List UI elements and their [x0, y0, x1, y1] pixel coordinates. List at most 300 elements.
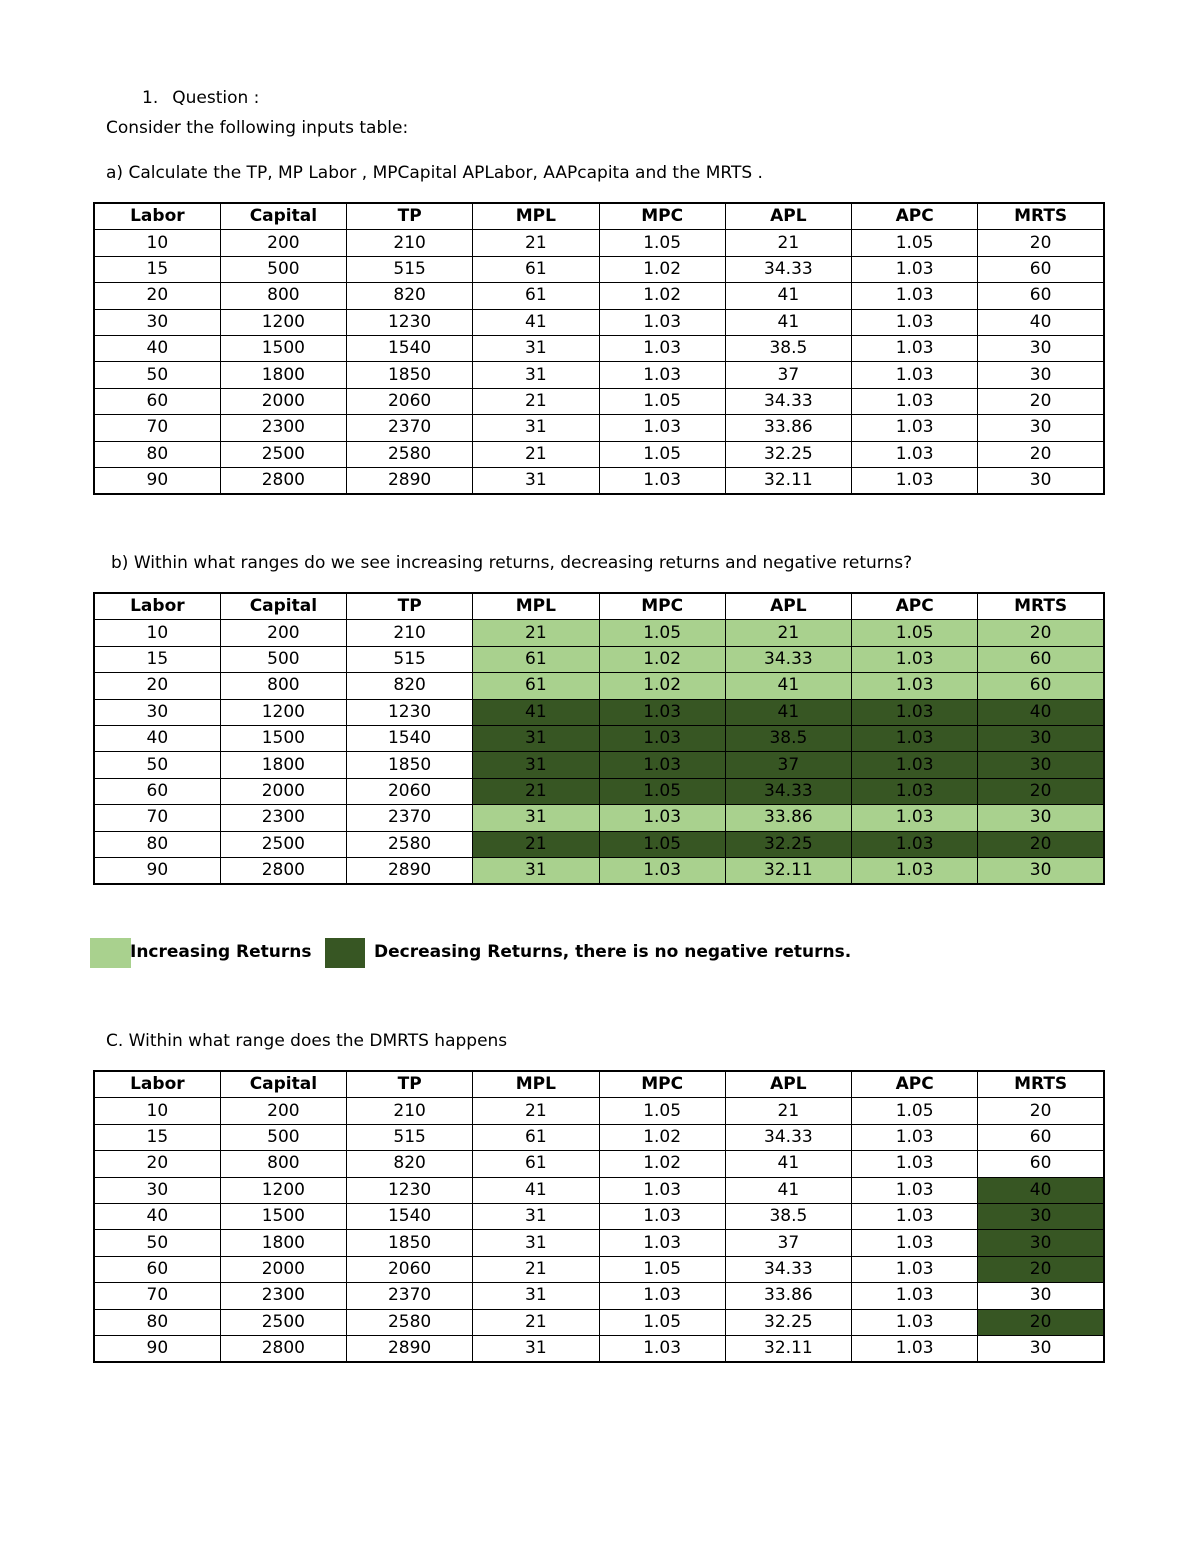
cell-tp: 2580	[347, 1309, 473, 1335]
cell-labor: 10	[94, 620, 220, 646]
cell-mpl: 31	[473, 1230, 599, 1256]
cell-labor: 80	[94, 441, 220, 467]
column-header-apl: APL	[725, 593, 851, 620]
cell-labor: 20	[94, 283, 220, 309]
cell-mrts: 30	[978, 335, 1104, 361]
cell-tp: 820	[347, 283, 473, 309]
column-header-mpl: MPL	[473, 1071, 599, 1098]
table-row	[94, 699, 1104, 725]
cell-labor: 30	[94, 309, 220, 335]
cell-mpc: 1.02	[599, 673, 725, 699]
table-b	[93, 592, 1105, 885]
cell-apl: 33.86	[725, 415, 851, 441]
cell-capital: 1200	[220, 1177, 346, 1203]
cell-mrts: 30	[978, 1335, 1104, 1362]
cell-mpc: 1.05	[599, 230, 725, 256]
cell-mpc: 1.02	[599, 1124, 725, 1150]
cell-mpc: 1.05	[599, 1098, 725, 1124]
table-row	[94, 1098, 1104, 1124]
cell-capital: 200	[220, 620, 346, 646]
cell-mpl: 41	[473, 699, 599, 725]
cell-mpc: 1.03	[599, 752, 725, 778]
table-row	[94, 230, 1104, 256]
question-title: Question :	[172, 88, 260, 108]
cell-apc: 1.05	[852, 620, 978, 646]
cell-mrts: 60	[978, 673, 1104, 699]
cell-labor: 30	[94, 1177, 220, 1203]
cell-capital: 2800	[220, 467, 346, 494]
question-heading	[142, 88, 273, 108]
cell-labor: 20	[94, 1151, 220, 1177]
cell-apc: 1.03	[852, 673, 978, 699]
column-header-mpl: MPL	[473, 203, 599, 230]
column-header-apl: APL	[725, 203, 851, 230]
cell-mrts: 30	[978, 1230, 1104, 1256]
column-header-mrts: MRTS	[978, 203, 1104, 230]
cell-capital: 1200	[220, 309, 346, 335]
table-header-row	[94, 1071, 1104, 1098]
cell-apc: 1.03	[852, 699, 978, 725]
cell-apc: 1.03	[852, 1203, 978, 1229]
cell-mpc: 1.03	[599, 725, 725, 751]
table-row	[94, 256, 1104, 282]
cell-mpc: 1.03	[599, 1335, 725, 1362]
cell-mpc: 1.03	[599, 415, 725, 441]
cell-labor: 80	[94, 831, 220, 857]
cell-apl: 33.86	[725, 1283, 851, 1309]
cell-tp: 1850	[347, 1230, 473, 1256]
cell-capital: 200	[220, 230, 346, 256]
table-header-row	[94, 593, 1104, 620]
cell-mrts: 40	[978, 1177, 1104, 1203]
cell-capital: 500	[220, 646, 346, 672]
cell-capital: 2000	[220, 388, 346, 414]
table-a	[93, 202, 1105, 495]
cell-labor: 90	[94, 1335, 220, 1362]
cell-mpc: 1.03	[599, 335, 725, 361]
cell-tp: 2580	[347, 831, 473, 857]
cell-mpc: 1.05	[599, 620, 725, 646]
column-header-mpc: MPC	[599, 593, 725, 620]
cell-apc: 1.03	[852, 467, 978, 494]
table-row	[94, 467, 1104, 494]
legend-decreasing-label: Decreasing Returns, there is no negative returns.	[374, 942, 852, 962]
cell-mpc: 1.02	[599, 646, 725, 672]
column-header-apc: APC	[852, 1071, 978, 1098]
cell-tp: 1230	[347, 309, 473, 335]
cell-apc: 1.03	[852, 415, 978, 441]
cell-apc: 1.03	[852, 1177, 978, 1203]
cell-apc: 1.03	[852, 1335, 978, 1362]
cell-apl: 32.25	[725, 831, 851, 857]
cell-mpl: 61	[473, 1151, 599, 1177]
cell-apl: 41	[725, 309, 851, 335]
cell-mpl: 21	[473, 1256, 599, 1282]
cell-apl: 34.33	[725, 646, 851, 672]
cell-mpc: 1.03	[599, 805, 725, 831]
column-header-capital: Capital	[220, 203, 346, 230]
cell-mrts: 60	[978, 256, 1104, 282]
cell-mrts: 30	[978, 1203, 1104, 1229]
cell-labor: 50	[94, 752, 220, 778]
part-a-text: a) Calculate the TP, MP Labor , MPCapital APLabor, AAPcapita and the MRTS .	[106, 163, 763, 183]
cell-apc: 1.03	[852, 831, 978, 857]
cell-tp: 2890	[347, 1335, 473, 1362]
cell-labor: 70	[94, 805, 220, 831]
cell-apl: 32.25	[725, 441, 851, 467]
column-header-labor: Labor	[94, 593, 220, 620]
cell-mrts: 20	[978, 831, 1104, 857]
cell-capital: 2000	[220, 778, 346, 804]
column-header-capital: Capital	[220, 593, 346, 620]
cell-apl: 41	[725, 673, 851, 699]
cell-apl: 34.33	[725, 1256, 851, 1282]
cell-capital: 1200	[220, 699, 346, 725]
cell-capital: 200	[220, 1098, 346, 1124]
cell-apc: 1.03	[852, 441, 978, 467]
column-header-apc: APC	[852, 203, 978, 230]
cell-mpl: 61	[473, 646, 599, 672]
cell-mrts: 60	[978, 283, 1104, 309]
cell-mpc: 1.03	[599, 1230, 725, 1256]
cell-labor: 70	[94, 1283, 220, 1309]
cell-mrts: 20	[978, 1098, 1104, 1124]
cell-mpc: 1.03	[599, 309, 725, 335]
cell-apl: 21	[725, 1098, 851, 1124]
cell-labor: 90	[94, 467, 220, 494]
cell-labor: 50	[94, 362, 220, 388]
cell-mpc: 1.03	[599, 362, 725, 388]
column-header-tp: TP	[347, 593, 473, 620]
table-row	[94, 309, 1104, 335]
cell-mpl: 31	[473, 1335, 599, 1362]
cell-tp: 2060	[347, 778, 473, 804]
table-row	[94, 1124, 1104, 1150]
cell-mpl: 61	[473, 256, 599, 282]
cell-mpl: 31	[473, 467, 599, 494]
cell-apc: 1.03	[852, 309, 978, 335]
cell-mrts: 30	[978, 362, 1104, 388]
cell-mpc: 1.05	[599, 1309, 725, 1335]
cell-tp: 1230	[347, 699, 473, 725]
table-c	[93, 1070, 1105, 1363]
table-row	[94, 1256, 1104, 1282]
column-header-mpc: MPC	[599, 203, 725, 230]
legend-decreasing-swatch	[325, 938, 365, 968]
table-row	[94, 857, 1104, 884]
column-header-mrts: MRTS	[978, 1071, 1104, 1098]
cell-apl: 32.25	[725, 1309, 851, 1335]
cell-labor: 30	[94, 699, 220, 725]
cell-mrts: 30	[978, 415, 1104, 441]
cell-mpc: 1.05	[599, 441, 725, 467]
cell-capital: 1800	[220, 752, 346, 778]
cell-mpl: 41	[473, 309, 599, 335]
cell-mrts: 20	[978, 778, 1104, 804]
column-header-apl: APL	[725, 1071, 851, 1098]
cell-tp: 2060	[347, 1256, 473, 1282]
cell-mpl: 31	[473, 725, 599, 751]
table-row	[94, 725, 1104, 751]
table-row	[94, 778, 1104, 804]
cell-apc: 1.03	[852, 1124, 978, 1150]
cell-tp: 1850	[347, 752, 473, 778]
cell-labor: 40	[94, 1203, 220, 1229]
cell-apc: 1.03	[852, 1151, 978, 1177]
cell-capital: 1800	[220, 1230, 346, 1256]
cell-apl: 21	[725, 620, 851, 646]
cell-mrts: 20	[978, 388, 1104, 414]
cell-tp: 515	[347, 256, 473, 282]
cell-apl: 41	[725, 699, 851, 725]
cell-tp: 1850	[347, 362, 473, 388]
cell-apc: 1.03	[852, 1283, 978, 1309]
intro-text: Consider the following inputs table:	[106, 118, 409, 138]
cell-mrts: 40	[978, 309, 1104, 335]
cell-labor: 70	[94, 415, 220, 441]
cell-mpc: 1.03	[599, 1283, 725, 1309]
cell-capital: 1500	[220, 725, 346, 751]
column-header-capital: Capital	[220, 1071, 346, 1098]
cell-mpc: 1.05	[599, 388, 725, 414]
cell-capital: 2500	[220, 1309, 346, 1335]
cell-capital: 2500	[220, 441, 346, 467]
cell-labor: 15	[94, 646, 220, 672]
cell-tp: 2370	[347, 415, 473, 441]
cell-mpl: 21	[473, 1098, 599, 1124]
cell-tp: 210	[347, 620, 473, 646]
cell-mpl: 31	[473, 1283, 599, 1309]
cell-apc: 1.03	[852, 857, 978, 884]
part-c-text: C. Within what range does the DMRTS happens	[106, 1031, 508, 1051]
cell-mrts: 20	[978, 1309, 1104, 1335]
table-row	[94, 1283, 1104, 1309]
table-row	[94, 1230, 1104, 1256]
cell-capital: 2500	[220, 831, 346, 857]
cell-tp: 210	[347, 230, 473, 256]
cell-tp: 1540	[347, 725, 473, 751]
cell-apc: 1.05	[852, 230, 978, 256]
cell-tp: 2060	[347, 388, 473, 414]
cell-labor: 60	[94, 778, 220, 804]
cell-mpl: 21	[473, 620, 599, 646]
cell-labor: 10	[94, 1098, 220, 1124]
cell-tp: 2890	[347, 857, 473, 884]
cell-mrts: 60	[978, 1151, 1104, 1177]
cell-capital: 2000	[220, 1256, 346, 1282]
cell-capital: 2300	[220, 805, 346, 831]
cell-apc: 1.03	[852, 1309, 978, 1335]
column-header-tp: TP	[347, 203, 473, 230]
cell-capital: 800	[220, 283, 346, 309]
cell-mpl: 31	[473, 1203, 599, 1229]
part-b-text: b) Within what ranges do we see increasing returns, decreasing returns and negative returns?	[111, 553, 913, 573]
table-row	[94, 646, 1104, 672]
cell-tp: 2580	[347, 441, 473, 467]
cell-apl: 32.11	[725, 1335, 851, 1362]
cell-apl: 37	[725, 1230, 851, 1256]
cell-mpl: 21	[473, 831, 599, 857]
cell-capital: 2300	[220, 1283, 346, 1309]
column-header-mpc: MPC	[599, 1071, 725, 1098]
cell-apl: 21	[725, 230, 851, 256]
cell-mpc: 1.03	[599, 857, 725, 884]
cell-apc: 1.05	[852, 1098, 978, 1124]
column-header-tp: TP	[347, 1071, 473, 1098]
cell-mpl: 31	[473, 752, 599, 778]
cell-apl: 34.33	[725, 1124, 851, 1150]
cell-capital: 2800	[220, 1335, 346, 1362]
cell-apc: 1.03	[852, 388, 978, 414]
table-row	[94, 388, 1104, 414]
cell-mrts: 20	[978, 620, 1104, 646]
cell-mrts: 60	[978, 1124, 1104, 1150]
cell-mpl: 21	[473, 1309, 599, 1335]
cell-tp: 1540	[347, 1203, 473, 1229]
cell-mpc: 1.02	[599, 1151, 725, 1177]
table-row	[94, 673, 1104, 699]
cell-mrts: 30	[978, 805, 1104, 831]
cell-mpl: 61	[473, 283, 599, 309]
cell-mrts: 20	[978, 441, 1104, 467]
table-header-row	[94, 203, 1104, 230]
column-header-apc: APC	[852, 593, 978, 620]
cell-mrts: 20	[978, 230, 1104, 256]
cell-mpl: 31	[473, 335, 599, 361]
cell-apl: 32.11	[725, 857, 851, 884]
cell-mrts: 30	[978, 1283, 1104, 1309]
cell-capital: 800	[220, 673, 346, 699]
column-header-mrts: MRTS	[978, 593, 1104, 620]
cell-mrts: 30	[978, 857, 1104, 884]
cell-apl: 38.5	[725, 725, 851, 751]
cell-mpl: 21	[473, 778, 599, 804]
column-header-mpl: MPL	[473, 593, 599, 620]
cell-apl: 38.5	[725, 335, 851, 361]
cell-apl: 41	[725, 283, 851, 309]
cell-apl: 33.86	[725, 805, 851, 831]
cell-apc: 1.03	[852, 283, 978, 309]
table-row	[94, 1335, 1104, 1362]
table-row	[94, 752, 1104, 778]
cell-mpl: 31	[473, 857, 599, 884]
cell-apc: 1.03	[852, 362, 978, 388]
cell-labor: 10	[94, 230, 220, 256]
cell-labor: 60	[94, 1256, 220, 1282]
cell-mpc: 1.05	[599, 1256, 725, 1282]
cell-tp: 210	[347, 1098, 473, 1124]
cell-tp: 820	[347, 1151, 473, 1177]
cell-apc: 1.03	[852, 646, 978, 672]
cell-mpc: 1.05	[599, 831, 725, 857]
cell-capital: 500	[220, 256, 346, 282]
table-row	[94, 335, 1104, 361]
cell-mrts: 20	[978, 1256, 1104, 1282]
cell-labor: 20	[94, 673, 220, 699]
cell-mpc: 1.03	[599, 699, 725, 725]
cell-mpc: 1.05	[599, 778, 725, 804]
cell-capital: 1500	[220, 335, 346, 361]
cell-mpl: 21	[473, 388, 599, 414]
cell-capital: 2300	[220, 415, 346, 441]
cell-mpc: 1.03	[599, 467, 725, 494]
cell-tp: 820	[347, 673, 473, 699]
cell-labor: 15	[94, 1124, 220, 1150]
cell-tp: 1540	[347, 335, 473, 361]
cell-apc: 1.03	[852, 752, 978, 778]
cell-mpc: 1.03	[599, 1177, 725, 1203]
cell-apc: 1.03	[852, 805, 978, 831]
cell-capital: 800	[220, 1151, 346, 1177]
cell-tp: 2890	[347, 467, 473, 494]
cell-mpl: 41	[473, 1177, 599, 1203]
cell-tp: 1230	[347, 1177, 473, 1203]
table-row	[94, 1151, 1104, 1177]
column-header-labor: Labor	[94, 1071, 220, 1098]
table-row	[94, 1309, 1104, 1335]
cell-mpl: 61	[473, 1124, 599, 1150]
table-row	[94, 805, 1104, 831]
table-row	[94, 620, 1104, 646]
cell-mrts: 60	[978, 646, 1104, 672]
legend-increasing-swatch	[90, 938, 131, 968]
question-number: 1.	[142, 88, 159, 108]
cell-tp: 2370	[347, 805, 473, 831]
legend-increasing-label: Increasing Returns	[130, 942, 312, 962]
cell-mpc: 1.02	[599, 283, 725, 309]
table-row	[94, 362, 1104, 388]
cell-tp: 515	[347, 1124, 473, 1150]
table-row	[94, 415, 1104, 441]
table-row	[94, 1177, 1104, 1203]
cell-apl: 37	[725, 752, 851, 778]
table-row	[94, 1203, 1104, 1229]
cell-capital: 1500	[220, 1203, 346, 1229]
cell-mpl: 21	[473, 441, 599, 467]
cell-mpl: 31	[473, 415, 599, 441]
cell-tp: 2370	[347, 1283, 473, 1309]
column-header-labor: Labor	[94, 203, 220, 230]
cell-labor: 80	[94, 1309, 220, 1335]
cell-mrts: 30	[978, 467, 1104, 494]
cell-mpl: 31	[473, 805, 599, 831]
cell-capital: 500	[220, 1124, 346, 1150]
cell-labor: 40	[94, 725, 220, 751]
cell-mpl: 61	[473, 673, 599, 699]
cell-capital: 1800	[220, 362, 346, 388]
cell-labor: 40	[94, 335, 220, 361]
cell-apl: 34.33	[725, 388, 851, 414]
cell-mrts: 40	[978, 699, 1104, 725]
cell-mpc: 1.02	[599, 256, 725, 282]
cell-apl: 41	[725, 1177, 851, 1203]
cell-labor: 15	[94, 256, 220, 282]
cell-labor: 90	[94, 857, 220, 884]
cell-apl: 37	[725, 362, 851, 388]
cell-labor: 50	[94, 1230, 220, 1256]
cell-mpl: 21	[473, 230, 599, 256]
cell-mrts: 30	[978, 725, 1104, 751]
cell-mrts: 30	[978, 752, 1104, 778]
table-row	[94, 831, 1104, 857]
cell-tp: 515	[347, 646, 473, 672]
table-row	[94, 283, 1104, 309]
cell-labor: 60	[94, 388, 220, 414]
cell-apl: 34.33	[725, 256, 851, 282]
cell-apc: 1.03	[852, 1230, 978, 1256]
cell-apc: 1.03	[852, 725, 978, 751]
table-row	[94, 441, 1104, 467]
